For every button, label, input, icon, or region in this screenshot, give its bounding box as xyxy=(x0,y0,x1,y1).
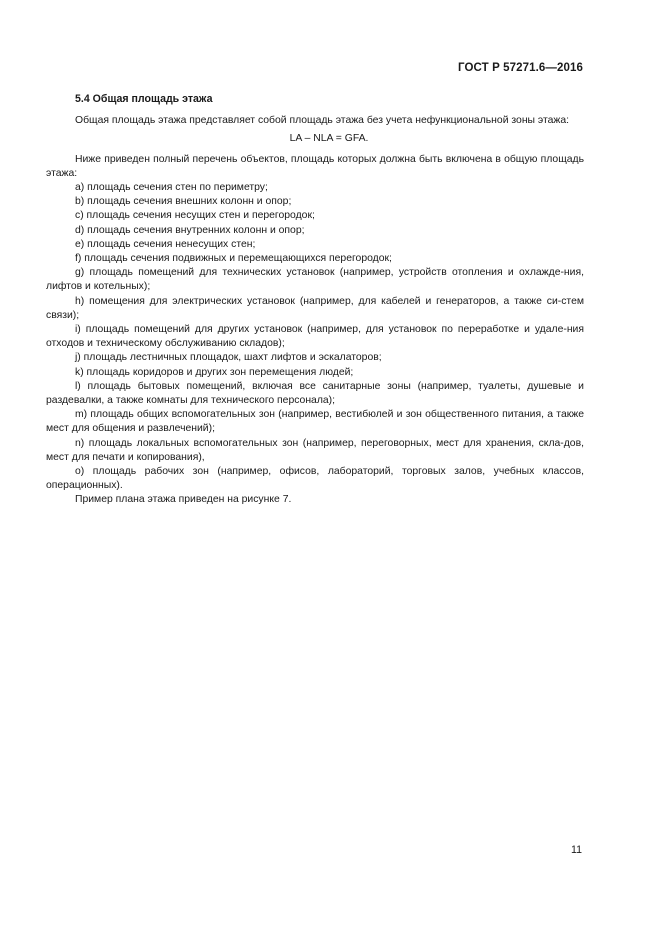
list-item: i) площадь помещений для других установок (например, для установок по переработке и удале-ния отходов и техническому обслуживанию складов); xyxy=(46,324,584,350)
list-item: m) площадь общих вспомогательных зон (например, вестибюлей и зон общественного питания, а также мест для общения и развлечений); xyxy=(46,409,584,435)
list-item: k) площадь коридоров и других зон перемещения людей; xyxy=(75,366,354,378)
list-item: h) помещения для электрических установок (например, для кабелей и генераторов, а также си-стем связи); xyxy=(46,295,584,321)
list-item: c) площадь сечения несущих стен и перегородок; xyxy=(75,210,315,222)
formula: LA – NLA = GFA. xyxy=(289,133,369,145)
list-item: j) площадь лестничных площадок, шахт лифтов и эскалаторов; xyxy=(75,352,382,364)
list-item: e) площадь сечения ненесущих стен; xyxy=(75,238,256,250)
list-item: f) площадь сечения подвижных и перемещающихся перегородок; xyxy=(75,253,392,265)
document-body xyxy=(46,92,584,508)
list-item: o) площадь рабочих зон (например, офисов, лабораторий, торговых залов, учебных классов, операционных). xyxy=(46,466,584,492)
list-item: n) площадь локальных вспомогательных зон (например, переговорных, мест для хранения, скла-дов, мест для печати и копирования), xyxy=(46,437,584,463)
list-item: d) площадь сечения внутренних колонн и опор; xyxy=(75,224,305,236)
list-intro-paragraph: Ниже приведен полный перечень объектов, площадь которых должна быть включена в общую площадь этажа: xyxy=(46,153,584,179)
list-item: b) площадь сечения внешних колонн и опор; xyxy=(75,196,292,208)
list-item: l) площадь бытовых помещений, включая все санитарные зоны (например, туалеты, душевые и раздевалки, а также комнаты для технического персонала); xyxy=(46,380,584,407)
intro-paragraph: Общая площадь этажа представляет собой площадь этажа без учета нефункциональной зоны этажа: xyxy=(75,115,570,127)
closing-paragraph: Пример плана этажа приведен на рисунке 7. xyxy=(75,494,292,506)
list-item: g) площадь помещений для технических установок (например, устройств отопления и охлажде-ния, лифтов и котельных); xyxy=(46,267,584,293)
document-header: ГОСТ Р 57271.6—2016 xyxy=(458,62,583,74)
list-item: a) площадь сечения стен по периметру; xyxy=(75,182,268,194)
section-title: 5.4 Общая площадь этажа xyxy=(75,93,213,105)
page-number: 11 xyxy=(571,844,582,856)
items-list xyxy=(46,181,584,493)
